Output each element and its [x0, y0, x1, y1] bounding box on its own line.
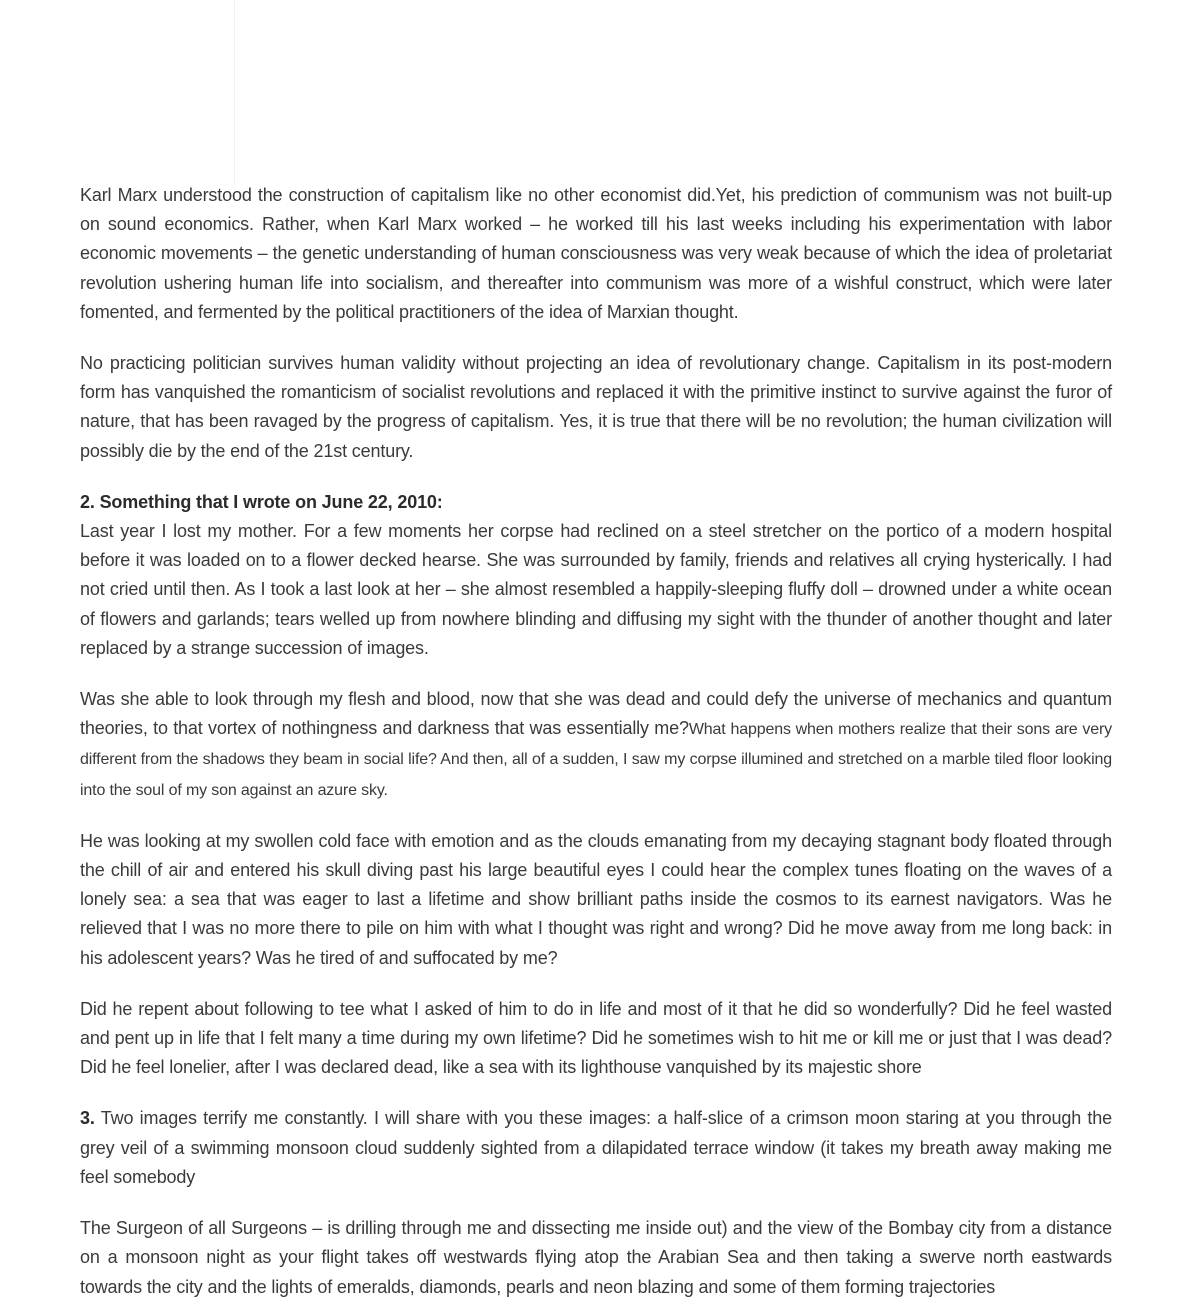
paragraph-surgeon: The Surgeon of all Surgeons – is drilling through me and dissecting me inside out) and the view of the Bombay city from a distance on a monsoon night as your flight takes off westwards flying atop the Arabian Sea and then taking a swerve north eastwards towards the city and the lights of emeralds, diamonds, pearls and neon blazing and some of them forming trajectories [80, 1218, 1112, 1297]
top-divider [234, 0, 235, 185]
paragraph-look-through-part1: Was she able to look through my flesh and blood, now that she was dead and could defy the universe of mechanics and quantum theories, to that vortex of nothingness and darkness that was essentially me? [80, 689, 1112, 739]
paragraph-two-images-text: Two images terrify me constantly. I will share with you these images: a half-slice of a crimson moon staring at you through the grey veil of a swimming monsoon cloud suddenly sighted from a dilapidated terrace window (it takes my breath away making me feel somebody [80, 1108, 1112, 1187]
paragraph-politician: No practicing politician survives human validity without projecting an idea of revolutionary change. Capitalism in its post-modern form has vanquished the romanticism of socialist revolutions and replaced it with the primitive instinct to survive against the furor of nature, that has been ravaged by the progress of capitalism. Yes, it is true that there will be no revolution; the human civilization will possibly die by the end of the 21st century. [80, 353, 1112, 461]
paragraph-look-through-part2: What happens when mothers realize that their sons are very different from the shadows they beam in social life? And then, all of a sudden, I saw my corpse illumined and stretched on a marble tiled floor looking into the soul of my son against an azure sky. [80, 721, 1112, 799]
paragraph-repent: Did he repent about following to tee what I asked of him to do in life and most of it that he did so wonderfully? Did he feel wasted and pent up in life that I felt many a time during my own lifetime? Did he sometimes wish to hit me or kill me or just that I was dead? Did he feel lonelier, after I was declared dead, like a sea with its lighthouse vanquished by its majestic shore [80, 998, 1112, 1078]
paragraph-two-images [80, 1104, 1112, 1192]
paragraph-swollen-face: He was looking at my swollen cold face with emotion and as the clouds emanating from my decaying stagnant body floated through the chill of air and entered his skull diving past his large beautiful eyes I could hear the complex tunes floating on the waves of a lonely sea: a sea that was eager to last a lifetime and show brilliant paths inside the cosmos to its earnest navigators. Was he relieved that I was no more there to pile on him with what I thought was right and wrong? Did he move away from me long back: in his adolescent years? Was he tired of and suffocated by me? [80, 830, 1112, 968]
paragraph-mother: Last year I lost my mother. For a few moments her corpse had reclined on a steel stretcher on the portico of a modern hospital before it was loaded on to a flower decked hearse. She was surrounded by family, friends and relatives all crying hysterically. I had not cried until then. As I took a last look at her – she almost resembled a happily-sleeping fluffy doll – drowned under a white ocean of flowers and garlands; tears welled up from nowhere blinding and diffusing my sight with the thunder of another thought and later replaced by a strange succession of images. [80, 521, 1112, 658]
paragraph-look-through [80, 685, 1112, 805]
section-number-3: 3. [80, 1108, 95, 1129]
article-body [80, 181, 1112, 1300]
section-heading-2: 2. Something that I wrote on June 22, 2010: [80, 491, 443, 512]
paragraph-marx: Karl Marx understood the construction of capitalism like no other economist did.Yet, his prediction of communism was not built-up on sound economics. Rather, when Karl Marx worked – he worked till his last weeks including his experimentation with labor economic movements – the genetic understanding of human consciousness was very weak because of which the idea of proletariat revolution ushering human life into socialism, and thereafter into communism was more of a wishful construct, which were later fomented, and fermented by the political practitioners of the idea of Marxian thought. [80, 185, 1112, 322]
